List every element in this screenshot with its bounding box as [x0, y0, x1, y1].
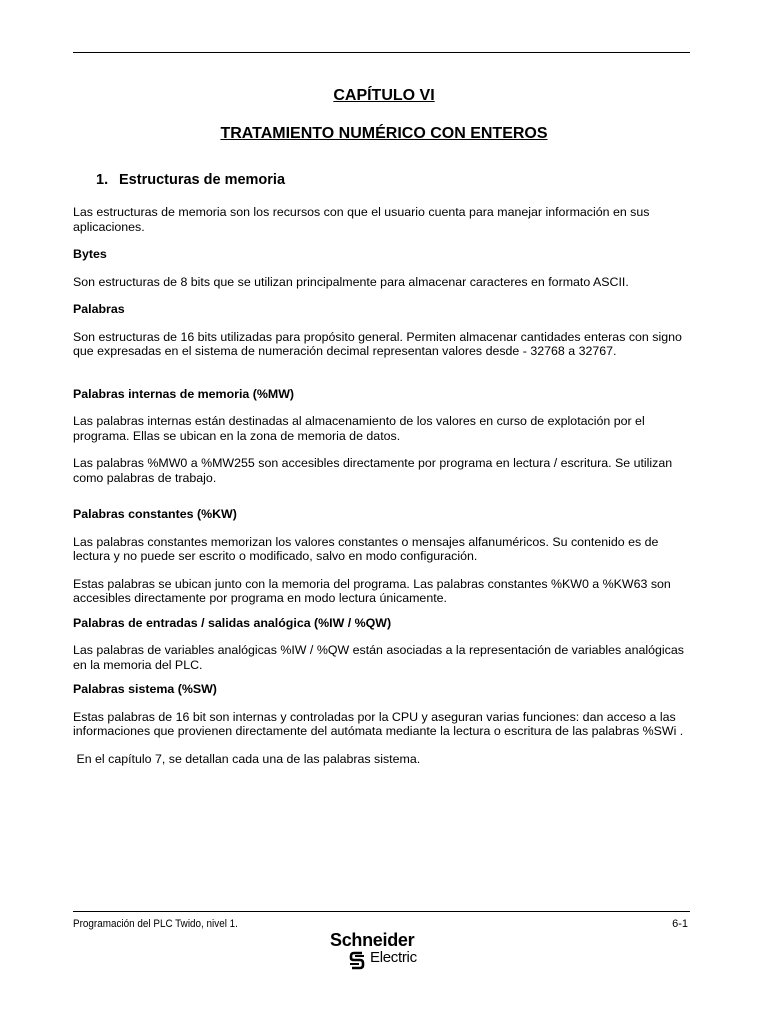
sw-heading: Palabras sistema (%SW)	[73, 682, 217, 696]
header-rule	[73, 52, 690, 53]
intro-paragraph: Las estructuras de memoria son los recursos con que el usuario cuenta para manejar información en sus aplicaciones.	[73, 205, 650, 234]
section-number: 1.	[96, 172, 109, 188]
body-content	[73, 205, 693, 766]
kw-heading: Palabras constantes (%KW)	[73, 507, 237, 521]
palabras-paragraph: Son estructuras de 16 bits utilizadas para propósito general. Permiten almacenar cantidades enteras con signo que expresadas en el sistema de numeración decimal representan valores desde - 32768 a 32767.	[73, 329, 682, 358]
footer-rule	[73, 911, 690, 912]
iw-paragraph: Las palabras de variables analógicas %IW / %QW están asociadas a la representación de variables analógicas en la memoria del PLC.	[73, 643, 684, 672]
kw-paragraph-1: Las palabras constantes memorizan los valores constantes o mensajes alfanuméricos. Su contenido es de lectura y no puede ser escrito o modificado, salvo en modo configuración.	[73, 534, 659, 563]
logo-wordmark-schneider: Schneider	[330, 930, 415, 950]
mw-paragraph-1: Las palabras internas están destinadas al almacenamiento de los valores en curso de explotación por el programa. Ellas se ubican en la zona de memoria de datos.	[73, 414, 645, 443]
chapter-heading: CAPÍTULO VI	[333, 87, 435, 104]
kw-paragraph-2: Estas palabras se ubican junto con la memoria del programa. Las palabras constantes %KW0 a %KW63 son accesibles directamente por programa en modo lectura únicamente.	[73, 576, 671, 605]
section-title: Estructuras de memoria	[119, 172, 286, 188]
mw-heading: Palabras internas de memoria (%MW)	[73, 386, 295, 401]
sw-paragraph: Estas palabras de 16 bit son internas y controladas por la CPU y aseguran varias funciones: dan acceso a las informaciones que provienen directamente del autómata mediante la lectura o escritura de las palabras %SWi .	[73, 709, 684, 738]
logo-wordmark-electric: Electric	[370, 949, 417, 966]
mw-paragraph-2: Las palabras %MW0 a %MW255 son accesibles directamente por programa en lectura / escritura. Se utilizan como palabras de trabajo.	[73, 456, 673, 485]
section-heading	[96, 172, 285, 188]
closing-paragraph: En el capítulo 7, se detallan cada una de las palabras sistema.	[73, 751, 421, 766]
page-number: 6-1	[672, 918, 688, 930]
chapter-title: TRATAMIENTO NUMÉRICO CON ENTEROS	[220, 125, 548, 142]
iw-heading: Palabras de entradas / salidas analógica (%IW / %QW)	[73, 615, 392, 630]
bytes-paragraph: Son estructuras de 8 bits que se utilizan principalmente para almacenar caracteres en formato ASCII.	[73, 274, 629, 289]
footer-course-title: Programación del PLC Twido, nivel 1.	[73, 918, 238, 930]
schneider-electric-logo	[328, 930, 438, 974]
palabras-heading: Palabras	[73, 302, 125, 316]
bytes-heading: Bytes	[73, 247, 107, 261]
schneider-electric-logo-icon	[348, 951, 368, 971]
